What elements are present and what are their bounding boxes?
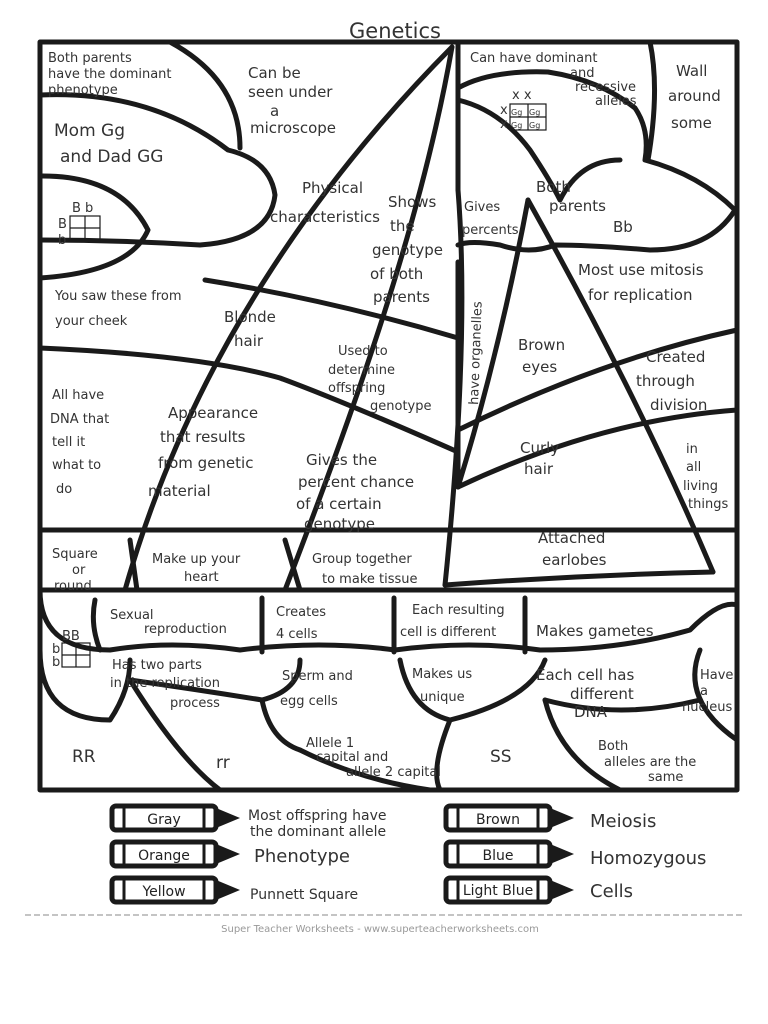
cell-14: Brown eyes (518, 336, 566, 376)
cell-38: SS (490, 747, 512, 767)
legend-meaning-yellow: Punnett Square (250, 887, 359, 903)
svg-text:Gray: Gray (147, 812, 181, 828)
cell-24: Make up your heart (152, 552, 241, 585)
svg-text:b: b (52, 642, 61, 657)
cell-39: Both alleles are the same (598, 739, 697, 785)
cell-9: Both parents Bb (536, 178, 633, 236)
cell-30: Has two parts in the replication process (110, 658, 220, 711)
svg-text:b: b (52, 655, 61, 670)
cell-15: Used to determine offspring genotype (328, 344, 432, 414)
svg-text:B: B (58, 217, 67, 232)
svg-text:Yellow: Yellow (142, 884, 186, 900)
cell-37: Allele 1 capital and allele 2 capital (306, 736, 441, 780)
cell-26: Sexual reproduction (110, 608, 227, 637)
cell-11: Blonde hair (224, 308, 276, 350)
cell-3: Can have dominant and recessive alleles (470, 51, 637, 109)
cell-29: Makes gametes (536, 622, 654, 640)
legend-meaning-gray: Most offspring have the dominant allele (248, 808, 387, 840)
cell-12: have organelles (467, 301, 486, 406)
cell-13: Most use mitosis for replication (578, 261, 704, 304)
cell-31: Sperm and egg cells (280, 669, 353, 709)
cell-28: Each resulting cell is different (400, 603, 505, 640)
cell-22: Attached earlobes (538, 529, 607, 569)
svg-text:b: b (58, 233, 67, 248)
svg-text:BB: BB (62, 629, 80, 644)
svg-text:x x: x x (512, 88, 532, 103)
legend-meaning-brown: Meiosis (590, 811, 657, 832)
cell-36: rr (216, 753, 230, 773)
cell-7: Shows the genotype of both parents (370, 193, 443, 306)
cell-23: Square or round (52, 547, 98, 594)
cell-4: Wall around some (668, 62, 721, 132)
legend-meaning-blue: Homozygous (590, 848, 707, 869)
svg-text:Blue: Blue (482, 848, 514, 864)
svg-text:Light Blue: Light Blue (462, 883, 534, 899)
svg-text:B b: B b (72, 201, 94, 216)
svg-text:x: x (500, 117, 508, 132)
cell-19: Curly hair (520, 439, 560, 478)
svg-text:x: x (500, 103, 508, 118)
cell-18: Appearance that results from genetic material (148, 404, 259, 500)
cell-6: Physical characteristics (270, 179, 380, 226)
cell-16: Created through division (636, 348, 708, 414)
cell-1: Both parents have the dominant phenotype (48, 51, 172, 98)
cell-10: You saw these from your cheek (55, 289, 182, 329)
cell-32: Makes us unique (412, 667, 473, 705)
cell-2: Can be seen under a microscope (248, 64, 337, 137)
worksheet-title: Genetics (349, 19, 441, 43)
cell-34: Have a nucleus (682, 668, 734, 715)
cell-5: Mom Gg and Dad GG (54, 121, 164, 167)
legend-meaning-light-blue: Cells (590, 881, 634, 902)
legend-meaning-orange: Phenotype (254, 846, 350, 867)
cell-33: Each cell has different DNA (536, 666, 635, 721)
cell-35: RR (72, 747, 96, 767)
svg-text:Orange: Orange (138, 848, 190, 864)
svg-text:Gg: Gg (529, 108, 541, 117)
cell-27: Creates 4 cells (276, 605, 326, 642)
svg-text:Gg: Gg (511, 108, 523, 117)
svg-text:Brown: Brown (476, 812, 520, 828)
cell-8: Gives percents (462, 200, 519, 238)
footer-credit: Super Teacher Worksheets - www.superteacherworksheets.com (221, 924, 539, 935)
cell-20: Gives the percent chance of a certain genotype (296, 451, 415, 533)
svg-text:Gg: Gg (529, 121, 541, 130)
cell-17: All have DNA that tell it what to do (50, 388, 110, 497)
cell-21: in all living things (683, 442, 729, 512)
cell-25: Group together to make tissue (312, 552, 418, 587)
svg-text:Gg: Gg (511, 121, 523, 130)
